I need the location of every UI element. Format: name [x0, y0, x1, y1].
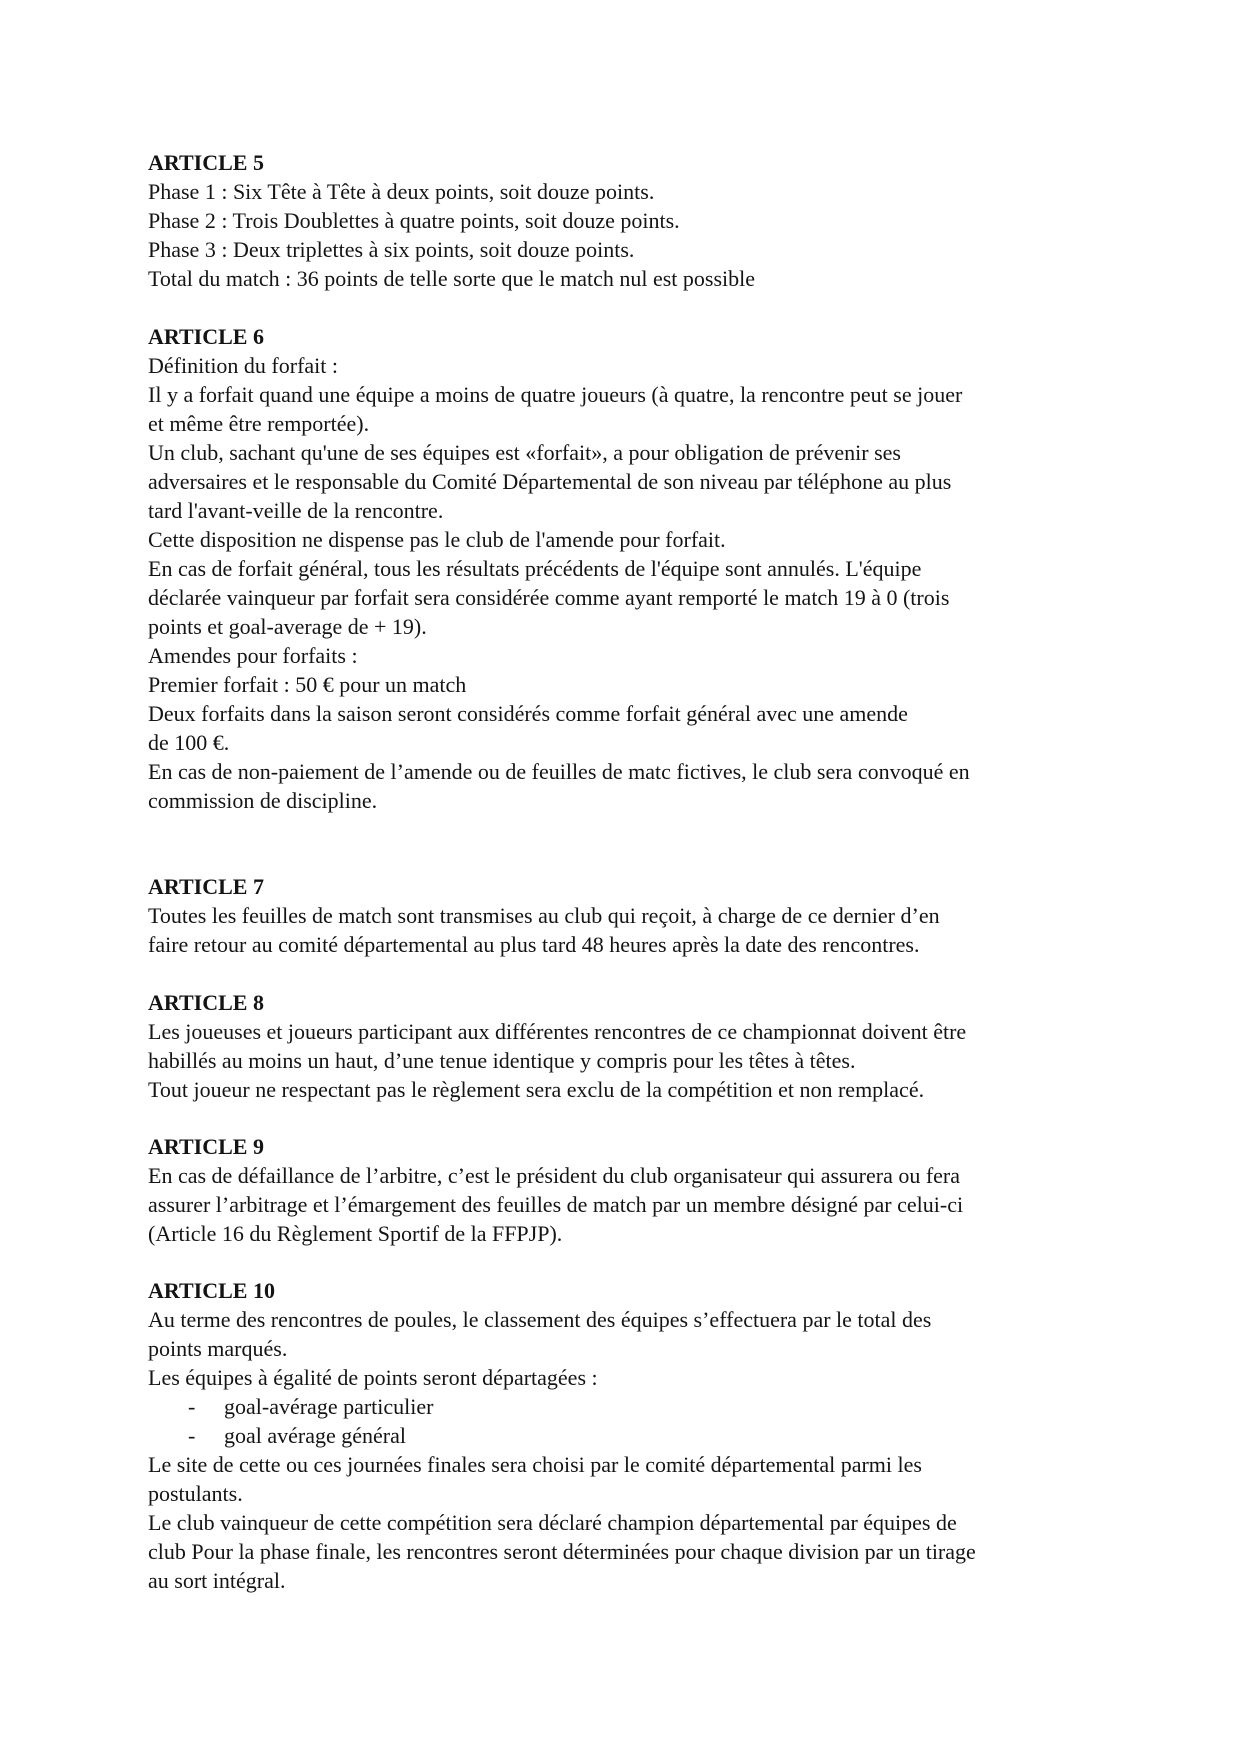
- text-line: de 100 €.: [148, 730, 230, 755]
- text-line: adversaires et le responsable du Comité Départemental de son niveau par téléphone au plus: [148, 469, 952, 494]
- text-line: Premier forfait : 50 € pour un match: [148, 672, 467, 697]
- text-line: points marqués.: [148, 1336, 288, 1361]
- text-line: En cas de forfait général, tous les résultats précédents de l'équipe sont annulés. L'équipe: [148, 556, 922, 581]
- text-line: Phase 1 : Six Tête à Tête à deux points, soit douze points.: [148, 179, 655, 204]
- text-line: et même être remportée).: [148, 411, 370, 436]
- text-line: au sort intégral.: [148, 1568, 286, 1593]
- article-10: [148, 1276, 1108, 1595]
- article-title: ARTICLE 5: [148, 150, 264, 175]
- text-line: Le site de cette ou ces journées finales sera choisi par le comité départemental parmi les: [148, 1452, 922, 1477]
- article-title: ARTICLE 7: [148, 874, 264, 899]
- text-line: Amendes pour forfaits :: [148, 643, 358, 668]
- tiebreak-list: [148, 1392, 1108, 1450]
- article-title: ARTICLE 6: [148, 324, 264, 349]
- text-line: Phase 3 : Deux triplettes à six points, soit douze points.: [148, 237, 635, 262]
- text-line: Le club vainqueur de cette compétition sera déclaré champion départemental par équipes de: [148, 1510, 957, 1535]
- text-line: Un club, sachant qu'une de ses équipes est «forfait», a pour obligation de prévenir ses: [148, 440, 901, 465]
- text-line: postulants.: [148, 1481, 243, 1506]
- list-item: - goal-avérage particulier: [148, 1392, 1108, 1421]
- article-title: ARTICLE 10: [148, 1278, 275, 1303]
- text-line: Au terme des rencontres de poules, le classement des équipes s’effectuera par le total des: [148, 1307, 932, 1332]
- text-line: habillés au moins un haut, d’une tenue identique y compris pour les têtes à têtes.: [148, 1048, 856, 1073]
- text-line: commission de discipline.: [148, 788, 378, 813]
- text-line: Les équipes à égalité de points seront départagées :: [148, 1365, 598, 1390]
- article-8: [148, 988, 1108, 1104]
- text-line: (Article 16 du Règlement Sportif de la FFPJP).: [148, 1221, 563, 1246]
- article-title: ARTICLE 8: [148, 990, 264, 1015]
- article-title: ARTICLE 9: [148, 1134, 264, 1159]
- text-line: Les joueuses et joueurs participant aux différentes rencontres de ce championnat doivent être: [148, 1019, 967, 1044]
- text-line: Définition du forfait :: [148, 353, 339, 378]
- text-line: tard l'avant-veille de la rencontre.: [148, 498, 444, 523]
- text-line: assurer l’arbitrage et l’émargement des feuilles de match par un membre désigné par celui-ci: [148, 1192, 964, 1217]
- text-line: Tout joueur ne respectant pas le règlement sera exclu de la compétition et non remplacé.: [148, 1077, 925, 1102]
- text-line: Cette disposition ne dispense pas le club de l'amende pour forfait.: [148, 527, 726, 552]
- text-line: points et goal-average de + 19).: [148, 614, 427, 639]
- article-6: [148, 322, 1108, 815]
- text-line: Toutes les feuilles de match sont transmises au club qui reçoit, à charge de ce dernier d’en: [148, 903, 940, 928]
- article-9: [148, 1132, 1108, 1248]
- text-line: club Pour la phase finale, les rencontres seront déterminées pour chaque division par un tirage: [148, 1539, 976, 1564]
- list-item: - goal avérage général: [148, 1421, 1108, 1450]
- text-line: En cas de défaillance de l’arbitre, c’est le président du club organisateur qui assurera ou fera: [148, 1163, 961, 1188]
- text-line: Total du match : 36 points de telle sorte que le match nul est possible: [148, 266, 755, 291]
- text-line: En cas de non-paiement de l’amende ou de feuilles de matc fictives, le club sera convoqué en: [148, 759, 970, 784]
- article-7: [148, 872, 1108, 959]
- text-line: déclarée vainqueur par forfait sera considérée comme ayant remporté le match 19 à 0 (trois: [148, 585, 950, 610]
- text-line: Deux forfaits dans la saison seront considérés comme forfait général avec une amende: [148, 701, 908, 726]
- text-line: Phase 2 : Trois Doublettes à quatre points, soit douze points.: [148, 208, 680, 233]
- text-line: faire retour au comité départemental au plus tard 48 heures après la date des rencontres.: [148, 932, 920, 957]
- article-5: [148, 148, 1108, 293]
- text-line: Il y a forfait quand une équipe a moins de quatre joueurs (à quatre, la rencontre peut se jouer: [148, 382, 963, 407]
